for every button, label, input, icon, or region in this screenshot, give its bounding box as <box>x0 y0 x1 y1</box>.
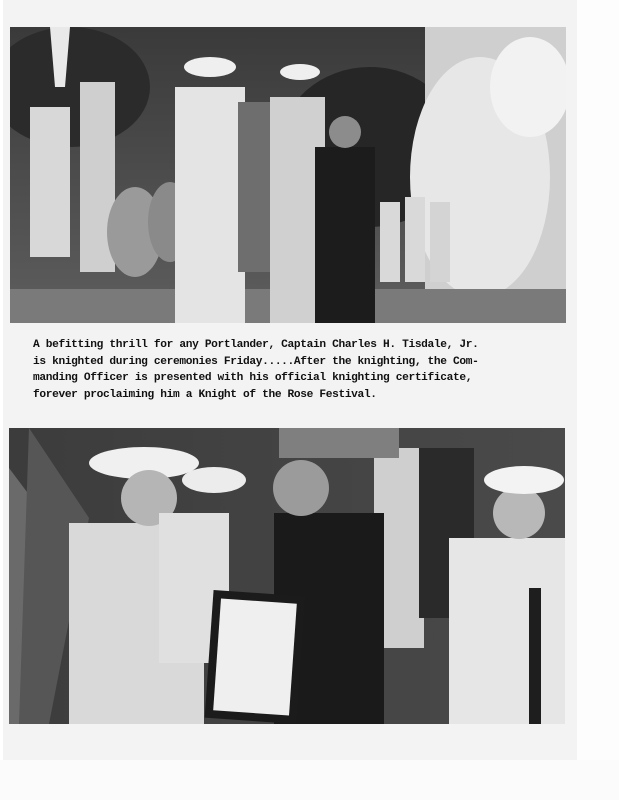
caption-line-2: is knighted during ceremonies Friday.....After the knighting, the Com- <box>33 355 479 368</box>
scan-margin-bottom <box>0 760 619 800</box>
caption-line-4: forever proclaiming him a Knight of the Rose Festival. <box>33 388 377 401</box>
scan-margin-right <box>577 0 619 800</box>
caption-line-1: A befitting thrill for any Portlander, Captain Charles H. Tisdale, Jr. <box>33 339 479 351</box>
certificate-presentation-photo <box>9 428 565 724</box>
caption-line-3: manding Officer is presented with his official knighting certificate, <box>33 372 473 384</box>
knighting-ceremony-photo <box>10 27 566 323</box>
photo-caption <box>33 337 573 403</box>
